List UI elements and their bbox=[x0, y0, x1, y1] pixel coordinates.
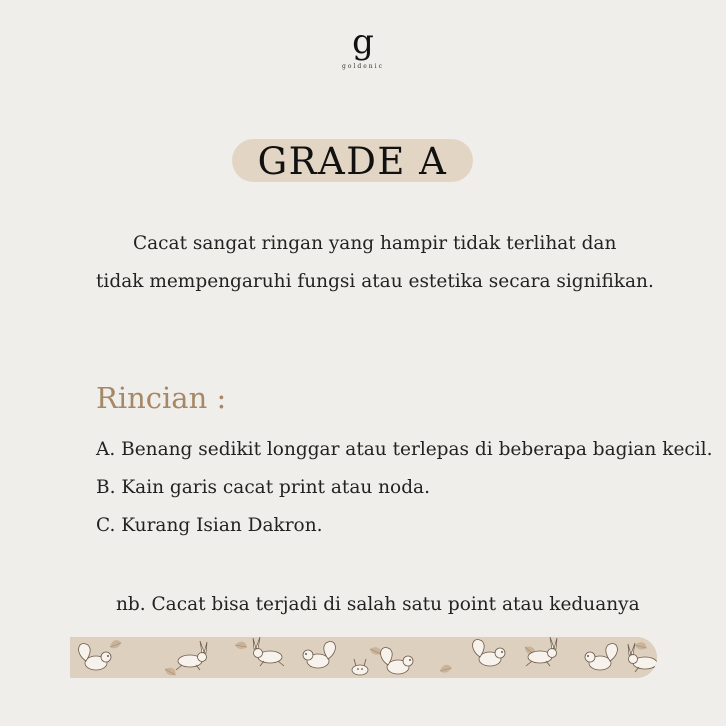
decorative-pattern-banner bbox=[70, 637, 657, 678]
footnote: nb. Cacat bisa terjadi di salah satu point atau keduanya bbox=[116, 594, 640, 615]
brand-logo bbox=[337, 25, 389, 70]
description-line-2: tidak mempengaruhi fungsi atau estetika secara signifikan. bbox=[96, 271, 654, 292]
brand-logo-mark bbox=[350, 25, 376, 65]
brand-logo-text: goldenic bbox=[342, 63, 384, 70]
svg-text:g: g bbox=[352, 25, 374, 62]
rincian-list bbox=[96, 431, 716, 545]
grade-description bbox=[96, 225, 696, 301]
description-line-1: Cacat sangat ringan yang hampir tidak terlihat dan bbox=[133, 233, 617, 254]
grade-title-pill bbox=[232, 139, 473, 182]
list-item: B. Kain garis cacat print atau noda. bbox=[96, 477, 430, 498]
rincian-heading: Rincian : bbox=[96, 381, 227, 415]
list-item: C. Kurang Isian Dakron. bbox=[96, 515, 323, 536]
page-title: GRADE A bbox=[257, 140, 448, 183]
list-item: A. Benang sedikit longgar atau terlepas di beberapa bagian kecil. bbox=[96, 439, 713, 460]
